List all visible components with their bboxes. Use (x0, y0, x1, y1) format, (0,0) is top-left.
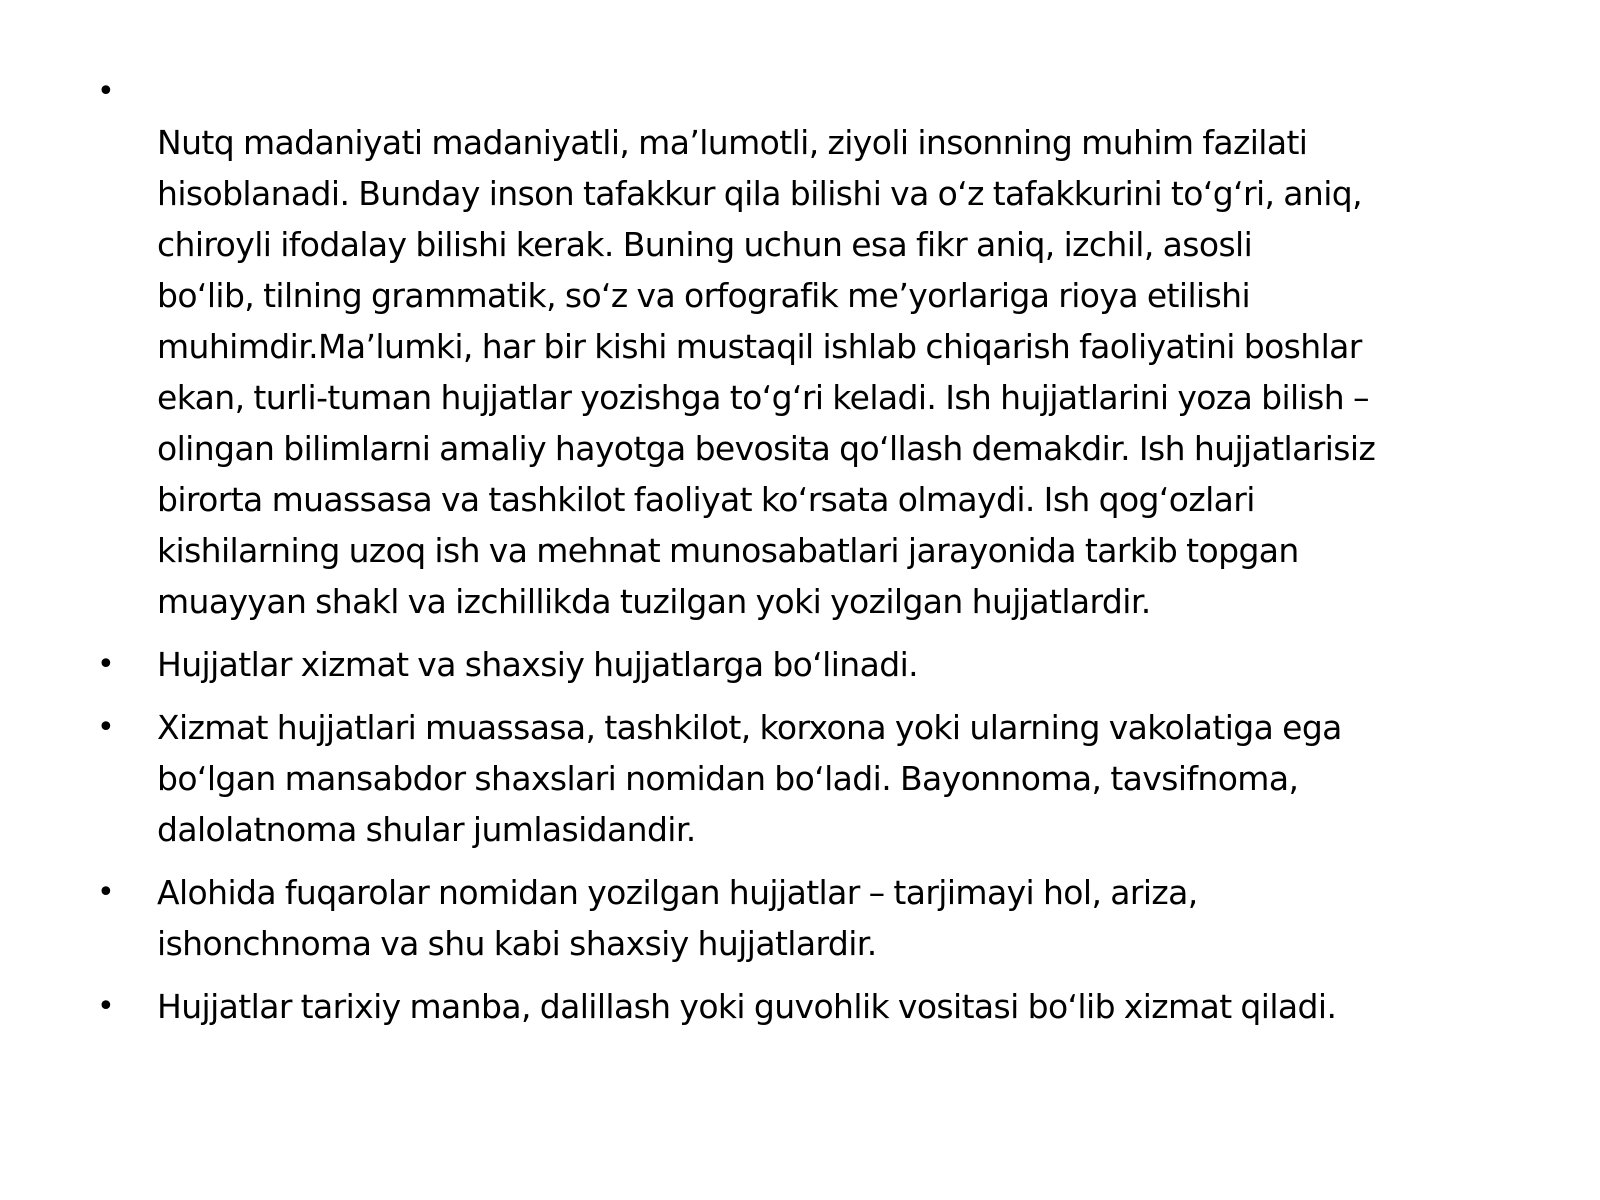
bullet-item-1 (0, 66, 1600, 627)
bullet-item-3 (0, 702, 1600, 855)
bullet-text: Hujjatlar xizmat va shaxsiy hujjatlarga bo‘linadi. (157, 645, 919, 684)
bullet-marker: • (97, 74, 115, 109)
bullet-item-5 (0, 981, 1600, 1032)
bullet-marker: • (97, 710, 115, 745)
bullet-item-4 (0, 867, 1600, 969)
bullet-marker: • (97, 647, 115, 682)
bullet-list (0, 66, 1600, 1032)
bullet-text: Alohida fuqarolar nomidan yozilgan hujjatlar – tarjimayi hol, ariza, ishonchnoma va shu kabi shaxsiy hujjatlardir. (157, 873, 1198, 963)
bullet-text: Nutq madaniyati madaniyatli, ma’lumotli, ziyoli insonning muhim fazilati hisoblanadi. Bunday inson tafakkur qila bilishi va o‘z tafakkurini to‘g‘ri, aniq, chiroyli ifodalay bilishi kerak. Buning uchun esa fikr aniq, izchil, asosli bo‘lib, tilning grammatik, so‘z va orfografik me’yorlariga rioya etilishi muhimdir.Ma’lumki, har bir kishi mustaqil ishlab chiqarish faoliyatini boshlar ekan, turli-tuman hujjatlar yozishga to‘g‘ri keladi. Ish hujjatlarini yoza bilish – olingan bilimlarni amaliy hayotga bevosita qo‘llash demakdir. Ish hujjatlarisiz birorta muassasa va tashkilot faoliyat ko‘rsata olmaydi. Ish qog‘ozlari kishilarning uzoq ish va mehnat munosabatlari jarayonida tarkib topgan muayyan shakl va izchillikda tuzilgan yoki yozilgan hujjatlardir. (157, 123, 1376, 621)
bullet-marker: • (97, 875, 115, 910)
bullet-marker: • (97, 989, 115, 1024)
bullet-text: Hujjatlar tarixiy manba, dalillash yoki guvohlik vositasi bo‘lib xizmat qiladi. (157, 987, 1337, 1026)
bullet-item-2 (0, 639, 1600, 690)
bullet-text: Xizmat hujjatlari muassasa, tashkilot, korxona yoki ularning vakolatiga ega bo‘lgan mansabdor shaxslari nomidan bo‘ladi. Bayonnoma, tavsifnoma, dalolatnoma shular jumlasidandir. (157, 708, 1342, 849)
